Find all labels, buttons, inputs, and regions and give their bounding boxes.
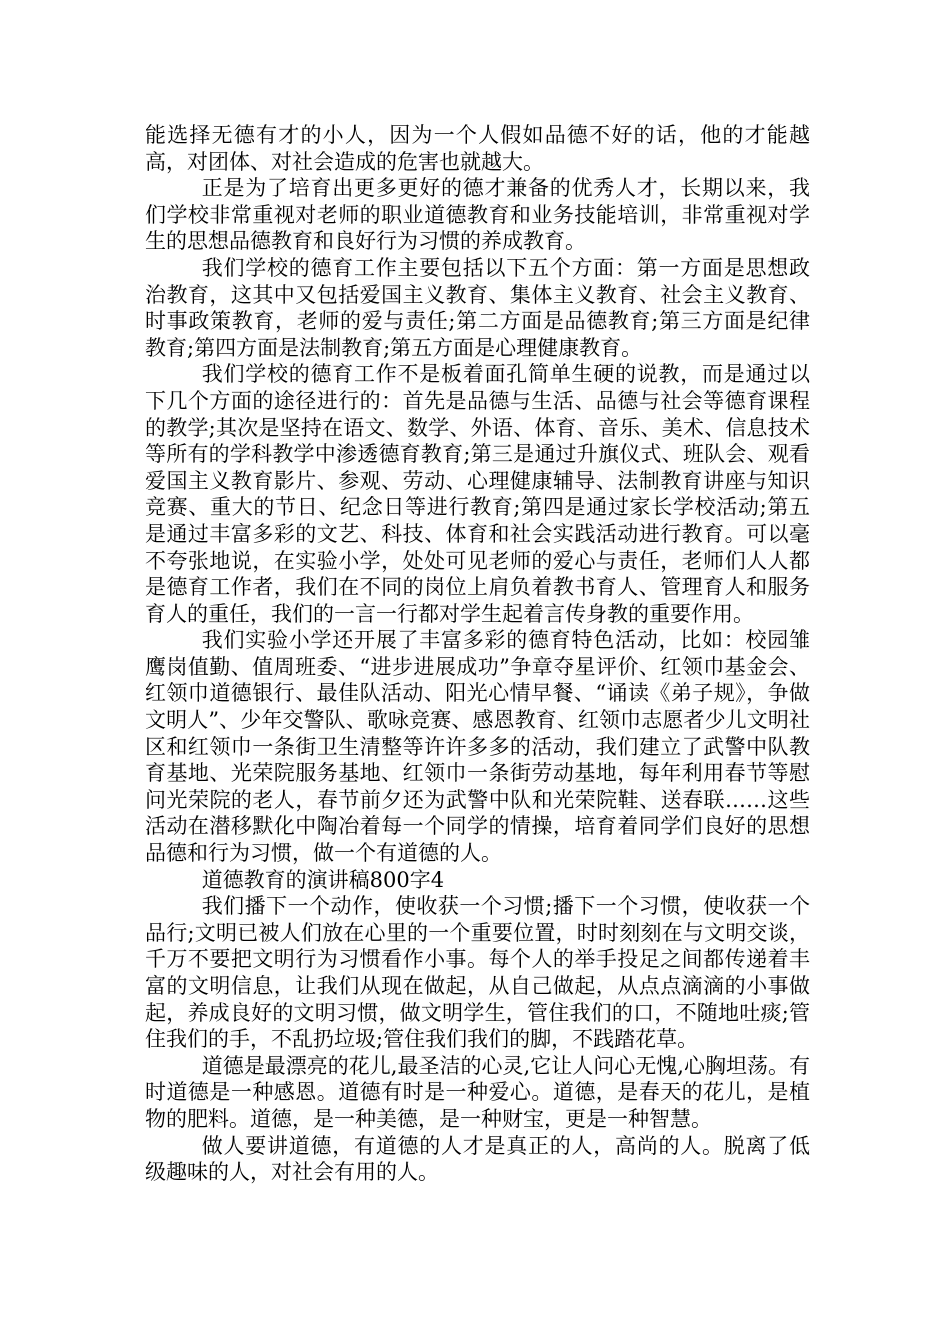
paragraph-special-activities: 我们实验小学还开展了丰富多彩的德育特色活动，比如：校园雏鹰岗值勤、值周班委、“进步进展成功”争章夺星评价、红领巾基金会、红领巾道德银行、最佳队活动、阳光心情早餐、“诵读《弟子规》，争做文明人”、少年交警队、歌咏竞赛、感恩教育、红领巾志愿者少儿文明社区和红领巾一条街卫生清整等许许多多的活动，我们建立了武警中队教育基地、光荣院服务基地、红领巾一条街劳动基地，每年利用春节等慰问光荣院的老人，春节前夕还为武警中队和光荣院鞋、送春联……这些活动在潜移默化中陶冶着每一个同学的情操，培育着同学们良好的思想品德和行为习惯，做一个有道德的人。 xyxy=(145,628,810,866)
paragraph-education-approaches: 我们学校的德育工作不是板着面孔简单生硬的说教，而是通过以下几个方面的途径进行的：首先是品德与生活、品德与社会等德育课程的教学;其次是坚持在语文、数学、外语、体育、音乐、美术、信息技术等所有的学科教学中渗透德育教育;第三是通过升旗仪式、班队会、观看爱国主义教育影片、参观、劳动、心理健康辅导、法制教育讲座与知识竞赛、重大的节日、纪念日等进行教育;第四是通过家长学校活动;第五是通过丰富多彩的文艺、科技、体育和社会实践活动进行教育。可以毫不夸张地说，在实验小学，处处可见老师的爱心与责任，老师们人人都是德育工作者，我们在不同的岗位上肩负着教书育人、管理育人和服务育人的重任，我们的一言一行都对学生起着言传身教的重要作用。 xyxy=(145,362,810,626)
document-body xyxy=(145,122,810,1186)
paragraph-moral-education-aspects: 我们学校的德育工作主要包括以下五个方面：第一方面是思想政治教育，这其中又包括爱国主义教育、集体主义教育、社会主义教育、时事政策教育，老师的爱与责任;第二方面是品德教育;第三方面是纪律教育;第四方面是法制教育;第五方面是心理健康教育。 xyxy=(145,255,810,360)
section-heading: 道德教育的演讲稿800字4 xyxy=(201,867,445,892)
paragraph-morality-flower: 道德是最漂亮的花儿,最圣洁的心灵,它让人问心无愧,心胸坦荡。有时道德是一种感恩。道德有时是一种爱心。道德，是春天的花儿，是植物的肥料。道德，是一种美德，是一种财宝，更是一种智慧。 xyxy=(145,1053,810,1131)
paragraph-continuation: 能选择无德有才的小人，因为一个人假如品德不好的话，他的才能越高，对团体、对社会造成的危害也就越大。 xyxy=(145,123,810,174)
paragraph-habits: 我们播下一个动作，使收获一个习惯;播下一个习惯，使收获一个品行;文明已被人们放在心里的一个重要位置，时时刻刻在与文明交谈，千万不要把文明行为习惯看作小事。每个人的举手投足之间都传递着丰富的文明信息，让我们从现在做起，从自己做起，从点点滴滴的小事做起，养成良好的文明习惯，做文明学生，管住我们的口，不随地吐痰;管住我们的手，不乱扔垃圾;管住我们我们的脚，不践踏花草。 xyxy=(145,894,810,1052)
paragraph-be-moral: 做人要讲道德，有道德的人才是真正的人，高尚的人。脱离了低级趣味的人，对社会有用的人。 xyxy=(145,1133,810,1185)
paragraph-talent-cultivation: 正是为了培育出更多更好的德才兼备的优秀人才，长期以来，我们学校非常重视对老师的职业道德教育和业务技能培训，非常重视对学生的思想品德教育和良好行为习惯的养成教育。 xyxy=(145,176,810,254)
